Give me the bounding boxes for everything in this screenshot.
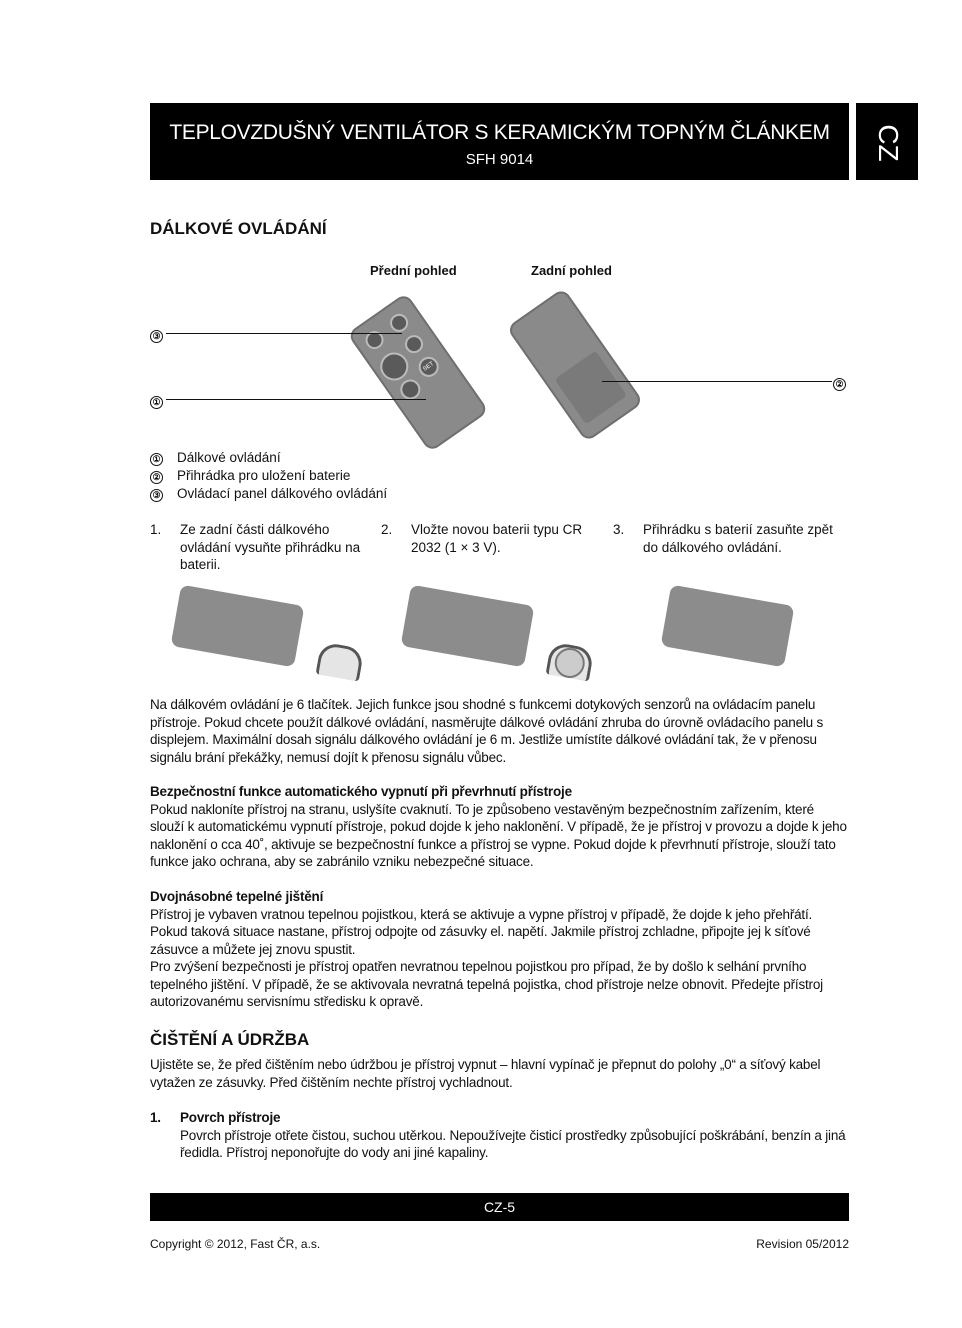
language-code: CZ	[873, 124, 904, 162]
language-tab	[856, 103, 918, 180]
copyright: Copyright © 2012, Fast ČR, a.s.	[150, 1237, 321, 1251]
header-bar	[150, 103, 849, 180]
step-2-remote-illustration	[401, 585, 535, 668]
battery-tray-illustration	[315, 641, 364, 681]
coin-battery-icon	[552, 646, 587, 681]
item-text: Povrch přístroje otřete čistou, suchou utěrkou. Nepoužívejte čisticí prostředky způsobující poškrábání, benzín a jiná ředidla. Přístroj neponořujte do vody ani jiné kapaliny.	[180, 1127, 846, 1160]
item-title: Povrch přístroje	[180, 1110, 281, 1125]
callout-1	[150, 392, 163, 410]
step-3	[613, 521, 843, 556]
power-icon	[362, 328, 387, 353]
legend-text: Přihrádka pro uložení baterie	[177, 468, 351, 483]
step-number: 1.	[150, 522, 162, 537]
step-text: Přihrádku s baterií zasuňte zpět do dálkového ovládání.	[643, 522, 833, 555]
set-icon: SET	[415, 353, 443, 381]
model-number: SFH 9014	[465, 151, 534, 168]
callout-line	[602, 381, 832, 382]
callout-2	[833, 374, 846, 392]
item-number: 1.	[150, 1110, 161, 1125]
legend-item	[150, 449, 387, 467]
remote-back-illustration	[506, 288, 644, 443]
cleaning-intro: Ujistěte se, že před čištěním nebo údržbou je přístroj vypnut – hlavní vypínač je přepnut do polohy „0“ a síťový kabel vytažen ze zásuvky. Před čištěním nechte přístroj vychladnout.	[150, 1057, 821, 1090]
callout-3	[150, 326, 163, 344]
thermal-text-2: Pro zvýšení bezpečnosti je přístroj opatřen nevratnou tepelnou pojistkou pro případ, že by došlo k selhání prvního tepelného jištění. V případě, že se aktivovala nevratná tepelná pojistka, chod přístroje nelze obnovit. Předejte přístroj autorizovanému servisnímu středisku k opravě.	[150, 959, 823, 1009]
legend	[150, 449, 387, 503]
step-1-remote-illustration	[171, 585, 305, 668]
thermal-text-1: Přístroj je vybaven vratnou tepelnou pojistkou, která se aktivuje a vypne přístroj v případě, že dojde k jeho přehřátí. Pokud taková situace nastane, přístroj odpojte od zásuvky el. napětí. Jakmile přístroj zchladne, připojte jej k síťové zásuvce a můžete jej znovu spustit.	[150, 906, 813, 957]
section-heading-remote: DÁLKOVÉ OVLÁDÁNÍ	[150, 219, 327, 238]
battery-compartment	[555, 351, 628, 425]
cleaning-item-1	[150, 1109, 850, 1162]
remote-intro-paragraph: Na dálkovém ovládání je 6 tlačítek. Jejich funkce jsou shodné s funkcemi dotykových senzorů na ovládacím panelu přístroje. Pokud chcete použít dálkové ovládání, nasměrujte dálkové ovládání zhruba do úrovně ovládacího panelu s displejem. Maximální dosah signálu dálkového ovládání je 6 m. Jestliže umístíte dálkové ovládání tak, že v přenosu signálu brání překážky, nemusí dojít k přenosu signálu vůbec.	[150, 697, 824, 765]
timer-icon	[387, 310, 412, 335]
callout-number: ③	[150, 330, 163, 343]
legend-text: Ovládací panel dálkového ovládání	[177, 486, 388, 501]
swing-icon	[401, 332, 426, 357]
remote-front-illustration	[347, 292, 489, 452]
legend-number: ①	[150, 453, 163, 466]
legend-number: ③	[150, 489, 163, 502]
thermal-section	[150, 888, 850, 1011]
callout-number: ②	[833, 378, 846, 391]
step-2	[381, 521, 611, 556]
section-heading-cleaning: ČIŠTĚNÍ A ÚDRŽBA	[150, 1030, 310, 1049]
battery-tray-with-battery-illustration	[545, 641, 594, 681]
legend-number: ②	[150, 471, 163, 484]
safety-title: Bezpečnostní funkce automatického vypnutí při převrhnutí přístroje	[150, 784, 572, 799]
document-title: TEPLOVZDUŠNÝ VENTILÁTOR S KERAMICKÝM TOPNÝM ČLÁNKEM	[169, 121, 830, 144]
safety-section	[150, 783, 850, 871]
callout-number: ①	[150, 396, 163, 409]
legend-item	[150, 467, 387, 485]
front-view-label: Přední pohled	[370, 263, 457, 278]
step-text: Vložte novou baterii typu CR 2032 (1 × 3 V).	[411, 522, 583, 555]
step-text: Ze zadní části dálkového ovládání vysuňte přihrádku na baterii.	[180, 522, 361, 572]
back-view-label: Zadní pohled	[531, 263, 612, 278]
callout-line	[166, 333, 402, 334]
step-number: 3.	[613, 522, 625, 537]
step-number: 2.	[381, 522, 393, 537]
step-1	[150, 521, 380, 574]
revision: Revision 05/2012	[756, 1237, 849, 1251]
legend-item	[150, 485, 387, 503]
thermal-title: Dvojnásobné tepelné jištění	[150, 889, 324, 904]
callout-line	[166, 399, 426, 400]
page-number-bar: CZ-5	[150, 1193, 849, 1221]
safety-text: Pokud nakloníte přístroj na stranu, uslyšíte cvaknutí. To je způsobeno vestavěným bezpečnostním zařízením, které slouží k automatickému vypnutí přístroje, pokud dojde k jeho naklonění. V případě, že je přístroj v provozu a dojde k jeho naklonění o cca 40˚, aktivuje se bezpečnostní funkce a přístroj se vypne. Pokud dojde k převrhnutí přístroje, slouží tato funkce jako ochrana, aby se zabránilo vzniku nebezpečné situace.	[150, 801, 847, 869]
legend-text: Dálkové ovládání	[177, 450, 281, 465]
step-3-remote-illustration	[661, 585, 795, 668]
